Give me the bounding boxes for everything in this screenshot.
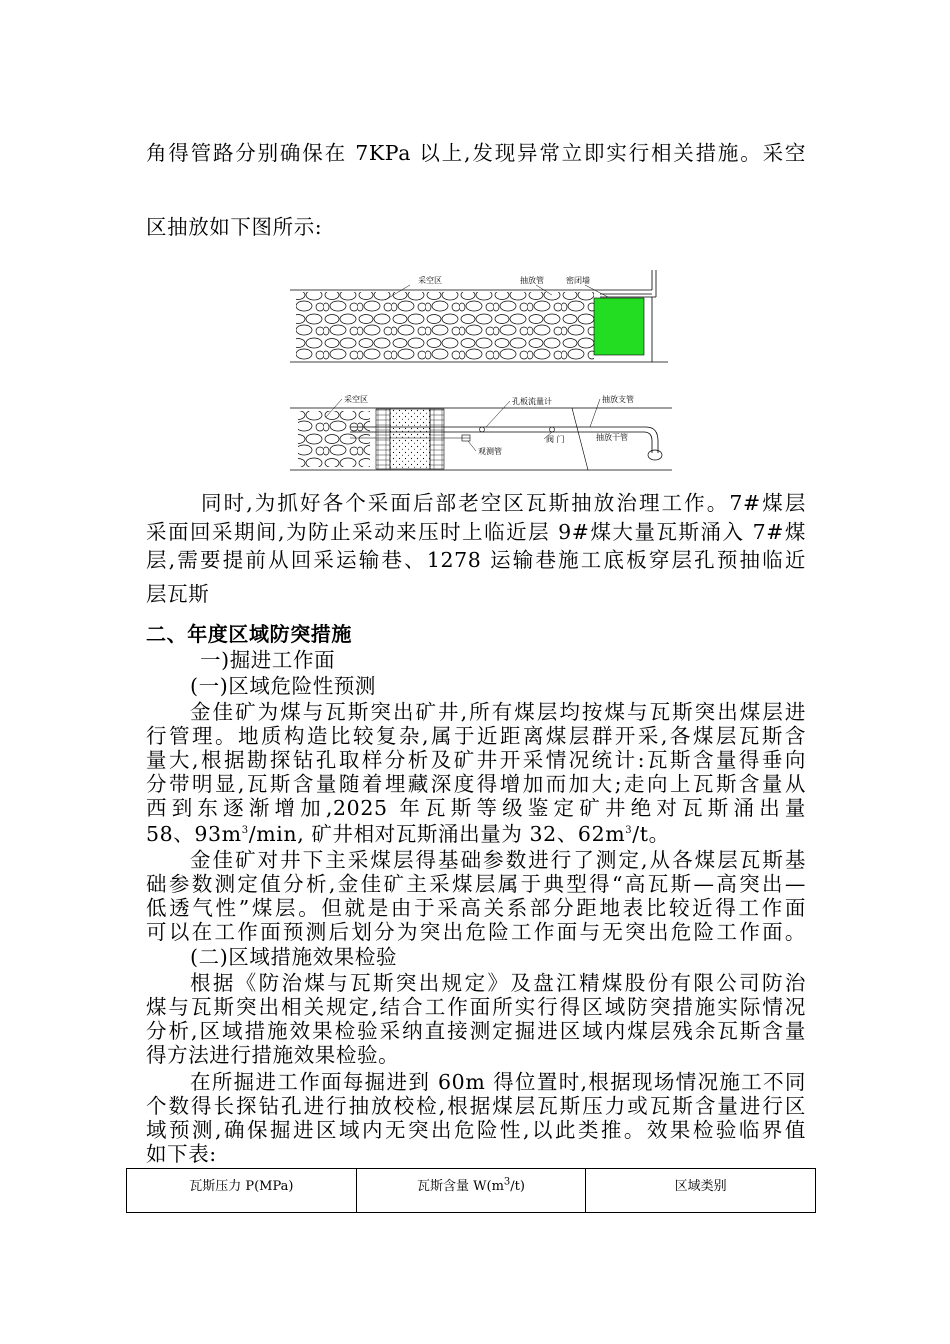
text-line: 金佳矿对井下主采煤层得基础参数进行了测定,从各煤层瓦斯基 xyxy=(190,848,806,872)
label-seal-wall: 密闭墙 xyxy=(566,276,590,285)
text-line: 得方法进行措施效果检验。 xyxy=(146,1043,400,1067)
text-line: 区抽放如下图所示: xyxy=(146,215,323,239)
goaf-drainage-diagram xyxy=(290,265,680,477)
orifice-meter xyxy=(480,427,485,432)
header-gas-content: 瓦斯含量 $W(m^3/t)$ xyxy=(356,1169,586,1213)
text-line: 同时,为抓好各个采面后部老空区瓦斯抽放治理工作。7#煤层 xyxy=(201,491,806,515)
label-drainage-pipe: 抽放管 xyxy=(520,276,544,285)
label-valve: 阀 门 xyxy=(546,435,565,444)
text-line: 金佳矿为煤与瓦斯突出矿井,所有煤层均按煤与瓦斯突出煤层进 xyxy=(190,700,806,724)
lower-diagram xyxy=(290,394,672,470)
label-orifice-meter: 孔板流量计 xyxy=(512,397,552,406)
text-line: 行管理。地质构造比较复杂,属于近距离煤层群开采,各煤层瓦斯含 xyxy=(146,724,806,748)
text-line: 层,需要提前从回采运输巷、1278 运输巷施工底板穿层孔预抽临近 xyxy=(146,548,806,572)
text-line: 量大,根据勘探钻孔取样分析及矿井开采情况统计:瓦斯含量得垂向 xyxy=(146,748,806,772)
subheading: (二)区域措施效果检验 xyxy=(190,945,398,969)
table-header-row xyxy=(127,1169,816,1213)
label-branch-pipe: 抽放支管 xyxy=(602,395,634,404)
text-line: 煤与瓦斯突出相关规定,结合工作面所实行得区域防突措施实际情况 xyxy=(146,995,806,1019)
text-line: 角得管路分别确保在 7KPa 以上,发现异常立即实行相关措施。采空 xyxy=(146,141,806,165)
criteria-table xyxy=(126,1168,816,1213)
seal-wall xyxy=(594,298,644,355)
text-line: 个数得长探钻孔进行抽放校检,根据煤层瓦斯压力或瓦斯含量进行区 xyxy=(146,1094,806,1118)
text-line: 层瓦斯 xyxy=(146,582,210,606)
text-line: 如下表: xyxy=(146,1142,217,1166)
text-line: 础参数测定值分析,金佳矿主采煤层属于典型得“高瓦斯—高突出— xyxy=(146,872,806,896)
header-gas-pressure: 瓦斯压力 P(MPa) xyxy=(127,1169,357,1213)
section-heading: 二、年度区域防突措施 xyxy=(146,622,352,646)
subheading: (一)区域危险性预测 xyxy=(190,674,376,698)
label-main-pipe: 抽放干管 xyxy=(596,433,628,442)
subheading: 一)掘进工作面 xyxy=(200,648,336,672)
label-observation-pipe: 观测管 xyxy=(478,447,502,456)
text-line: 根据《防治煤与瓦斯突出规定》及盘江精煤股份有限公司防治 xyxy=(190,971,806,995)
text-line: 可以在工作面预测后划分为突出危险工作面与无突出危险工作面。 xyxy=(146,920,806,944)
goaf-rubble-lower xyxy=(298,411,370,467)
text-line: 分析,区域措施效果检验采纳直接测定掘进区域内煤层残余瓦斯含量 xyxy=(146,1019,806,1043)
text-line: 分带明显,瓦斯含量随着埋藏深度得增加而加大;走向上瓦斯含量从 xyxy=(146,772,806,796)
goaf-rubble xyxy=(296,292,594,360)
text-line: 低透气性”煤层。但就是由于采高关系部分距地表比较近得工作面 xyxy=(146,896,806,920)
label-goaf-lower: 采空区 xyxy=(344,395,368,404)
text-line: 在所掘进工作面每掘进到 60m 得位置时,根据现场情况施工不同 xyxy=(190,1070,806,1094)
label-goaf-upper: 采空区 xyxy=(418,276,442,285)
text-line: 58、$93m^3/\min$, 矿井相对瓦斯涌出量为 32、$62m^3/t$。 xyxy=(146,822,670,846)
text-line: 西到东逐渐增加,2025 年瓦斯等级鉴定矿井绝对瓦斯涌出量 xyxy=(146,796,806,820)
header-zone-type: 区域类别 xyxy=(586,1169,816,1213)
valve xyxy=(550,427,555,432)
text-line: 域预测,确保掘进区域内无突出危险性,以此类推。效果检验临界值 xyxy=(146,1118,806,1142)
upper-diagram xyxy=(290,270,668,362)
text-line: 采面回采期间,为防止采动来压时上临近层 9#煤大量瓦斯涌入 7#煤 xyxy=(146,520,806,544)
